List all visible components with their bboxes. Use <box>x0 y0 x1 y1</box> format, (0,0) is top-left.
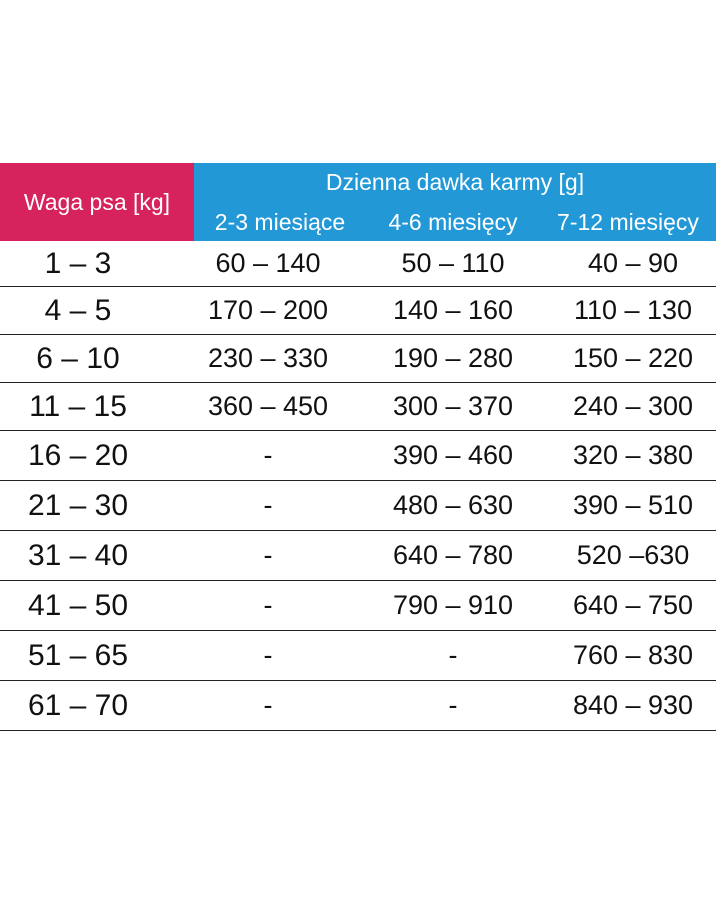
table-row <box>0 681 716 731</box>
dose-cell: 840 – 930 <box>572 690 694 720</box>
weight-cell: 61 – 70 <box>27 688 129 722</box>
age-column-header: 2-3 miesiące <box>214 209 346 235</box>
table-row <box>0 241 716 287</box>
dose-cell: - <box>263 440 273 470</box>
dose-cell: 140 – 160 <box>392 295 514 325</box>
weight-cell: 41 – 50 <box>27 588 129 622</box>
dose-cell: - <box>263 540 273 570</box>
table-row <box>0 383 716 431</box>
dose-cell: 390 – 510 <box>572 490 694 520</box>
daily-dose-title: Dzienna dawka karmy [g] <box>325 169 585 195</box>
dose-cell: 110 – 130 <box>573 295 693 325</box>
table-row <box>0 431 716 481</box>
dose-cell: 640 – 780 <box>392 540 514 570</box>
weight-cell: 51 – 65 <box>27 638 129 672</box>
dose-cell: 230 – 330 <box>207 343 329 373</box>
dose-cell: 60 – 140 <box>215 248 321 278</box>
dose-cell: 760 – 830 <box>572 640 694 670</box>
dose-cell: 190 – 280 <box>392 343 514 373</box>
weight-cell: 16 – 20 <box>27 438 129 472</box>
table-row <box>0 287 716 335</box>
dose-cell: 240 – 300 <box>572 391 694 421</box>
dose-cell: 390 – 460 <box>392 440 514 470</box>
weight-cell: 4 – 5 <box>44 293 112 327</box>
dose-cell: - <box>263 640 273 670</box>
dose-cell: 300 – 370 <box>392 391 514 421</box>
dose-cell: 520 –630 <box>576 540 690 570</box>
dose-cell: 150 – 220 <box>572 343 694 373</box>
weight-cell: 1 – 3 <box>44 246 112 280</box>
weight-cell: 6 – 10 <box>36 341 120 375</box>
age-column-header: 7-12 miesięcy <box>557 209 699 235</box>
table-row <box>0 335 716 383</box>
table-row <box>0 581 716 631</box>
dose-cell: - <box>263 590 273 620</box>
daily-dose-header <box>194 163 716 241</box>
table-row <box>0 481 716 531</box>
weight-column-header: Waga psa [kg] <box>0 163 194 241</box>
dose-cell: 50 – 110 <box>401 248 505 278</box>
dose-cell: 790 – 910 <box>392 590 514 620</box>
age-column-header: 4-6 miesięcy <box>388 209 518 235</box>
feeding-table <box>0 163 716 731</box>
dose-cell: 360 – 450 <box>207 391 329 421</box>
weight-cell: 31 – 40 <box>27 538 129 572</box>
dose-cell: 480 – 630 <box>392 490 514 520</box>
weight-cell: 21 – 30 <box>27 488 129 522</box>
dose-cell: - <box>448 640 458 670</box>
dose-cell: 320 – 380 <box>572 440 694 470</box>
dose-cell: 170 – 200 <box>207 295 329 325</box>
table-header <box>0 163 716 241</box>
dose-cell: 40 – 90 <box>587 248 679 278</box>
table-row <box>0 631 716 681</box>
dose-cell: - <box>448 690 458 720</box>
dose-cell: 640 – 750 <box>572 590 694 620</box>
dose-cell: - <box>263 690 273 720</box>
dose-cell: - <box>263 490 273 520</box>
table-row <box>0 531 716 581</box>
table-body <box>0 241 716 731</box>
weight-cell: 11 – 15 <box>29 389 127 423</box>
